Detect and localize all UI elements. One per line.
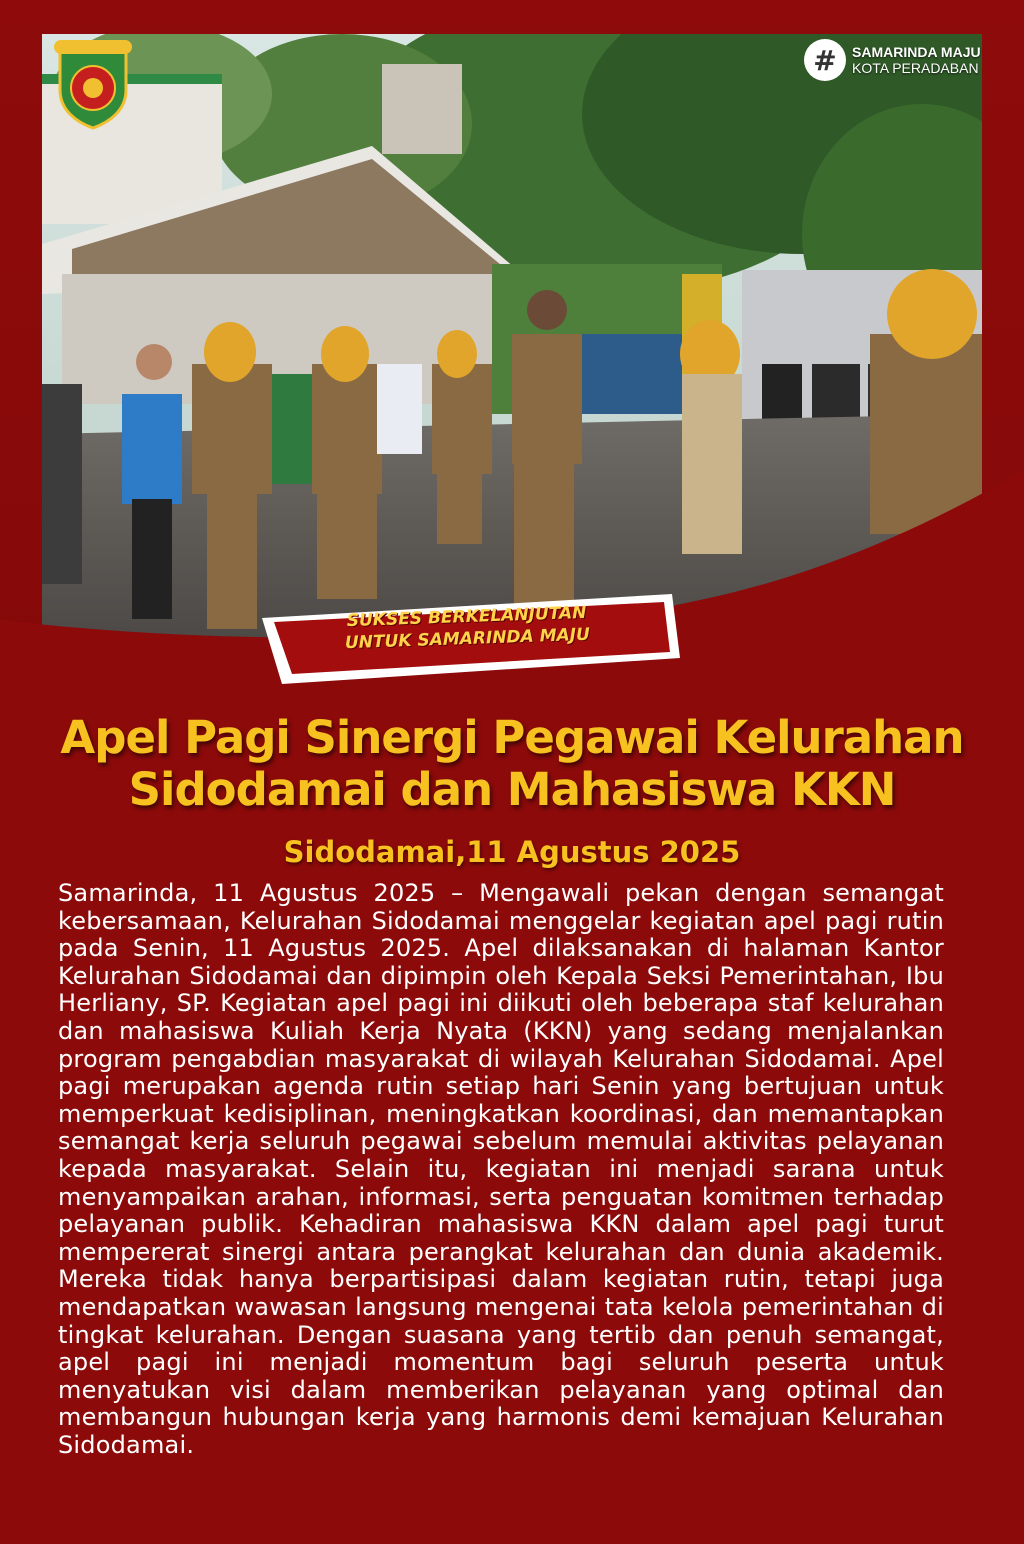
hashtag-text (852, 44, 981, 76)
slogan-line2: UNTUK SAMARINDA MAJU (344, 624, 591, 654)
article-body: Samarinda, 11 Agustus 2025 – Mengawali pekan dengan semangat kebersamaan, Kelurahan Sidodamai menggelar kegiatan apel pagi rutin pada Senin, 11 Agustus 2025. Apel dilaksanakan di halaman Kantor Kelurahan Sidodamai dan dipimpin oleh Kepala Seksi Pemerintahan, Ibu Herliany, SP. Kegiatan apel pagi ini diikuti oleh beberapa staf kelurahan dan mahasiswa Kuliah Kerja Nyata (KKN) yang sedang menjalankan program pengabdian masyarakat di wilayah Kelurahan Sidodamai. Apel pagi merupakan agenda rutin setiap hari Senin yang bertujuan untuk memperkuat kedisiplinan, meningkatkan koordinasi, dan memantapkan semangat kerja seluruh pegawai sebelum memulai aktivitas pelayanan kepada masyarakat. Selain itu, kegiatan ini menjadi sarana untuk menyampaikan arahan, informasi, serta penguatan komitmen terhadap pelayanan publik. Kehadiran mahasiswa KKN dalam apel pagi turut mempererat sinergi antara perangkat kelurahan dan dunia akademik. Mereka tidak hanya berpartisipasi dalam kegiatan rutin, tetapi juga mendapatkan wawasan langsung mengenai tata kelola pemerintahan di tingkat kelurahan. Dengan suasana yang tertib dan penuh semangat, apel pagi ini menjadi momentum bagi seluruh peserta untuk menyatukan visi dalam memberikan pelayanan yang optimal dan membangun hubungan kerja yang harmonis demi kemajuan Kelurahan Sidodamai. (58, 879, 944, 1459)
hash-icon: # (804, 39, 846, 81)
slogan-banner (252, 588, 682, 686)
title-line1: Apel Pagi Sinergi Pegawai Kelurahan (60, 711, 964, 764)
shield-icon (52, 38, 134, 130)
headline-subtitle: Sidodamai,11 Agustus 2025 (283, 835, 741, 869)
city-emblem-logo (52, 38, 134, 130)
hashtag-line1: SAMARINDA MAJU (852, 44, 981, 60)
headline-title (60, 712, 964, 816)
title-line2: Sidodamai dan Mahasiswa KKN (128, 763, 896, 816)
hashtag-line2: KOTA PERADABAN (852, 60, 979, 76)
hashtag-badge (804, 38, 984, 82)
slogan-line1: SUKSES BERKELANJUTAN (346, 602, 587, 632)
